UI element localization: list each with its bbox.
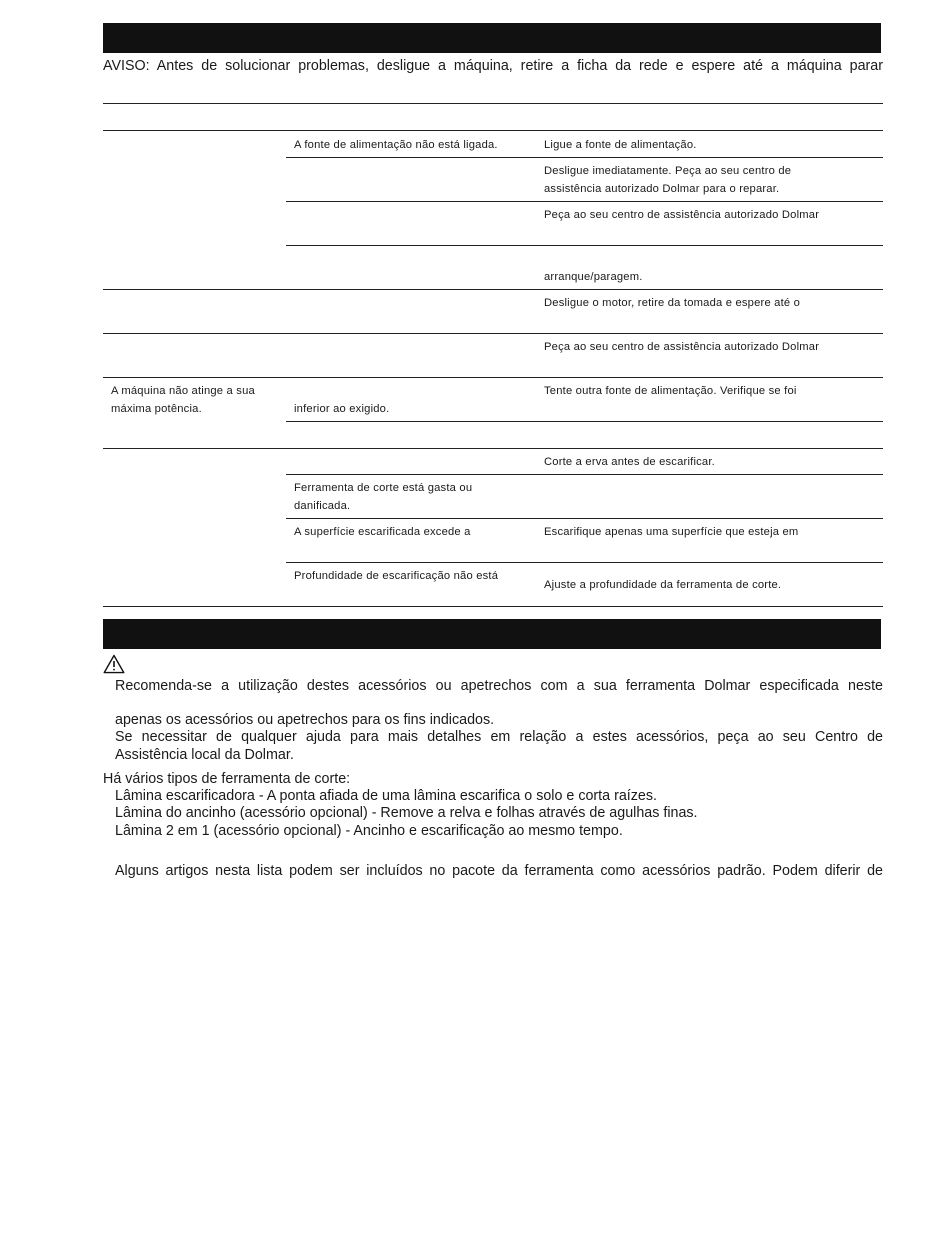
cause-cell: A superfície escarificada excede a — [294, 526, 471, 538]
cutting-tool-types-intro: Há vários tipos de ferramenta de corte: — [103, 771, 351, 787]
accessories-paragraph: Recomenda-se a utilização destes acessórios ou apetrechos com a sua ferramenta Dolmar especificada neste — [115, 678, 883, 694]
row-rule — [286, 157, 883, 158]
remedy-cell: arranque/paragem. — [544, 271, 643, 283]
cause-cell: A fonte de alimentação não está ligada. — [294, 139, 498, 151]
warning-text: AVISO: Antes de solucionar problemas, desligue a máquina, retire a ficha da rede e espere até a máquina parar — [103, 58, 883, 74]
table-bottom-rule — [103, 606, 883, 607]
remedy-cell: Corte a erva antes de escarificar. — [544, 456, 715, 468]
row-rule — [286, 201, 883, 202]
cause-cell: Profundidade de escarificação não está — [294, 570, 499, 582]
cause-cell: Ferramenta de corte está gasta ou — [294, 482, 473, 494]
row-rule — [286, 562, 883, 563]
remedy-cell: Desligue o motor, retire da tomada e espere até o — [544, 297, 801, 309]
row-rule — [286, 245, 883, 246]
row-rule — [103, 289, 883, 290]
symptom-cell: A máquina não atinge a sua — [111, 385, 255, 397]
remedy-cell: Desligue imediatamente. Peça ao seu centro de — [544, 165, 792, 177]
remedy-cell: Ajuste a profundidade da ferramenta de corte. — [544, 579, 782, 591]
remedy-cell: Tente outra fonte de alimentação. Verifique se foi — [544, 385, 797, 397]
list-item: Lâmina do ancinho (acessório opcional) - Remove a relva e folhas através de agulhas finas. — [115, 805, 698, 821]
cause-cell: inferior ao exigido. — [294, 403, 390, 415]
list-item: Lâmina escarificadora - A ponta afiada de uma lâmina escarifica o solo e corta raízes. — [115, 788, 657, 804]
remedy-cell: Ligue a fonte de alimentação. — [544, 139, 697, 151]
list-item: Lâmina 2 em 1 (acessório opcional) - Ancinho e escarificação ao mesmo tempo. — [115, 823, 623, 839]
accessories-paragraph: Se necessitar de qualquer ajuda para mais detalhes em relação a estes acessórios, peça ao seu Centro de — [115, 729, 883, 745]
row-rule — [103, 448, 883, 449]
warning-triangle-icon — [103, 654, 125, 674]
row-rule — [286, 421, 883, 422]
accessories-note: Alguns artigos nesta lista podem ser incluídos no pacote da ferramenta como acessórios padrão. Podem diferir de — [115, 863, 883, 879]
remedy-cell: Peça ao seu centro de assistência autorizado Dolmar — [544, 341, 820, 353]
table-header-rule — [103, 130, 883, 131]
table-top-rule — [103, 103, 883, 104]
remedy-cell: assistência autorizado Dolmar para o reparar. — [544, 183, 780, 195]
row-rule — [286, 474, 883, 475]
symptom-cell: máxima potência. — [111, 403, 202, 415]
remedy-cell: Peça ao seu centro de assistência autorizado Dolmar — [544, 209, 820, 221]
row-rule — [103, 333, 883, 334]
accessories-paragraph: Assistência local da Dolmar. — [115, 747, 294, 763]
accessories-paragraph: apenas os acessórios ou apetrechos para os fins indicados. — [115, 712, 495, 728]
troubleshooting-header-bar — [103, 23, 881, 53]
accessories-header-bar — [103, 619, 881, 649]
row-rule — [286, 518, 883, 519]
row-rule — [103, 377, 883, 378]
remedy-cell: Escarifique apenas uma superfície que esteja em — [544, 526, 799, 538]
cause-cell: danificada. — [294, 500, 351, 512]
